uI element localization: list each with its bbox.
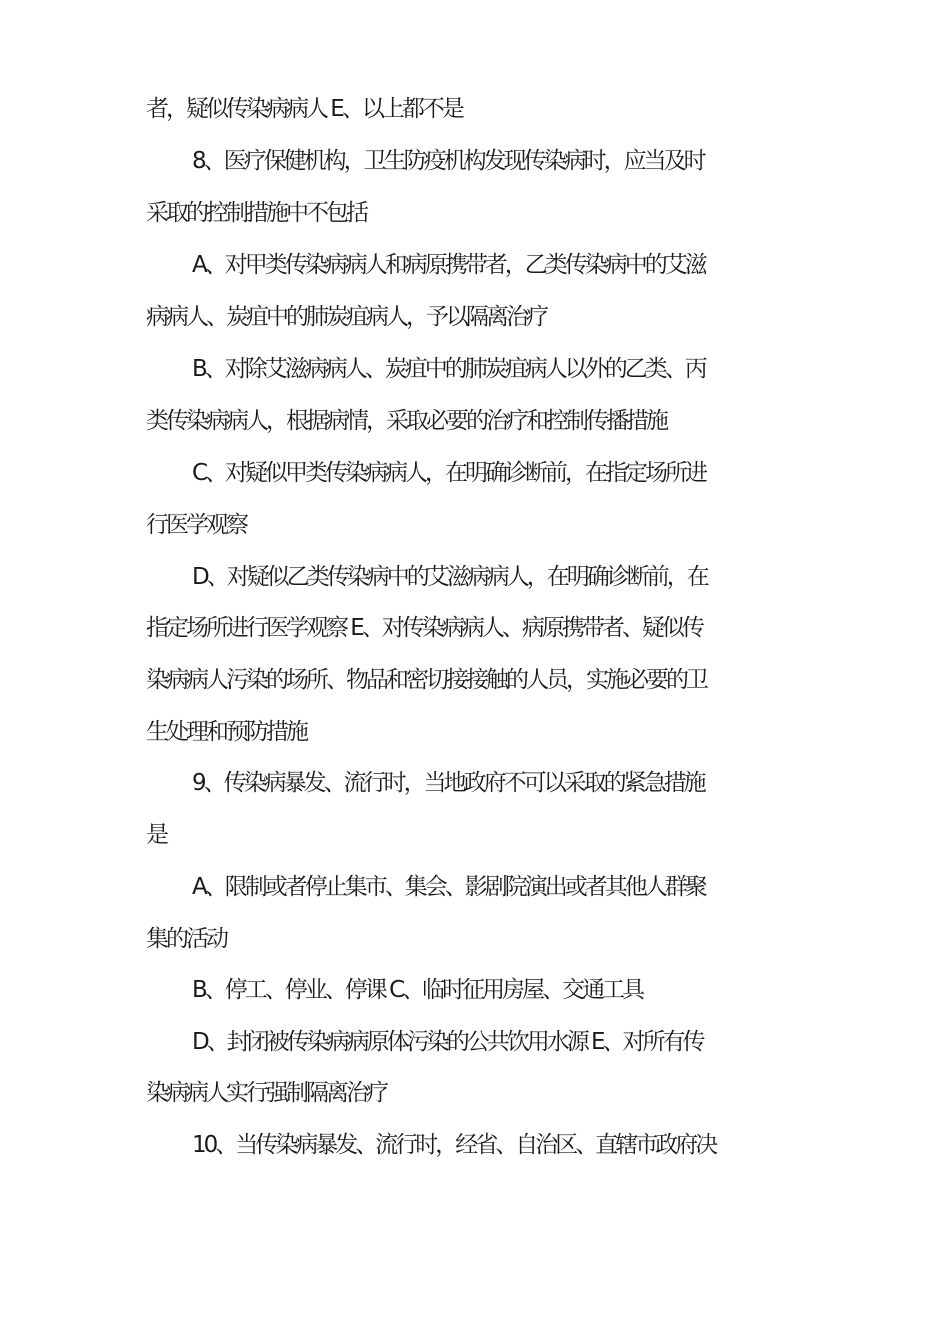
text-line: 类传染病病人，根据病情，采取必要的治疗和控制传播措施 (146, 408, 666, 434)
text-line: 集的活动 (146, 926, 226, 952)
text-line: 行医学观察 (146, 512, 246, 538)
text-line: A、对甲类传染病病人和病原携带者，乙类传染病中的艾滋 (192, 252, 705, 278)
text-line: 9、传染病暴发、流行时，当地政府不可以采取的紧急措施 (192, 770, 704, 796)
text-line: C、对疑似甲类传染病病人，在明确诊断前，在指定场所进 (192, 460, 706, 486)
text-line: 病病人、炭疽中的肺炭疽病人，予以隔离治疗 (146, 304, 546, 330)
text-line: 生处理和预防措施 (146, 719, 306, 745)
text-line: A、限制或者停止集市、集会、影剧院演出或者其他人群聚 (192, 874, 705, 900)
text-line: D、封闭被传染病病原体污染的公共饮用水源 E、对所有传 (192, 1029, 703, 1055)
text-line: 是 (146, 822, 166, 848)
text-line: 染病病人污染的场所、物品和密切接接触的人员，实施必要的卫 (146, 667, 706, 693)
text-line: B、停工、停业、停课 C、临时征用房屋、交通工具 (192, 977, 643, 1003)
text-line: B、对除艾滋病病人、炭疽中的肺炭疽病人以外的乙类、丙 (192, 356, 705, 382)
text-line: 指定场所进行医学观察 E、对传染病病人、病原携带者、疑似传 (146, 615, 702, 641)
text-line: 染病病人实行强制隔离治疗 (146, 1080, 386, 1106)
text-line: 8、医疗保健机构，卫生防疫机构发现传染病时，应当及时 (192, 148, 704, 174)
text-line: 者，疑似传染病病人 E、以上都不是 (146, 96, 462, 122)
text-line: D、对疑似乙类传染病中的艾滋病病人，在明确诊断前，在 (192, 564, 707, 590)
text-line: 采取的控制措施中不包括 (146, 200, 366, 226)
text-line: 10、当传染病暴发、流行时，经省、自治区、直辖市政府决 (192, 1132, 716, 1158)
